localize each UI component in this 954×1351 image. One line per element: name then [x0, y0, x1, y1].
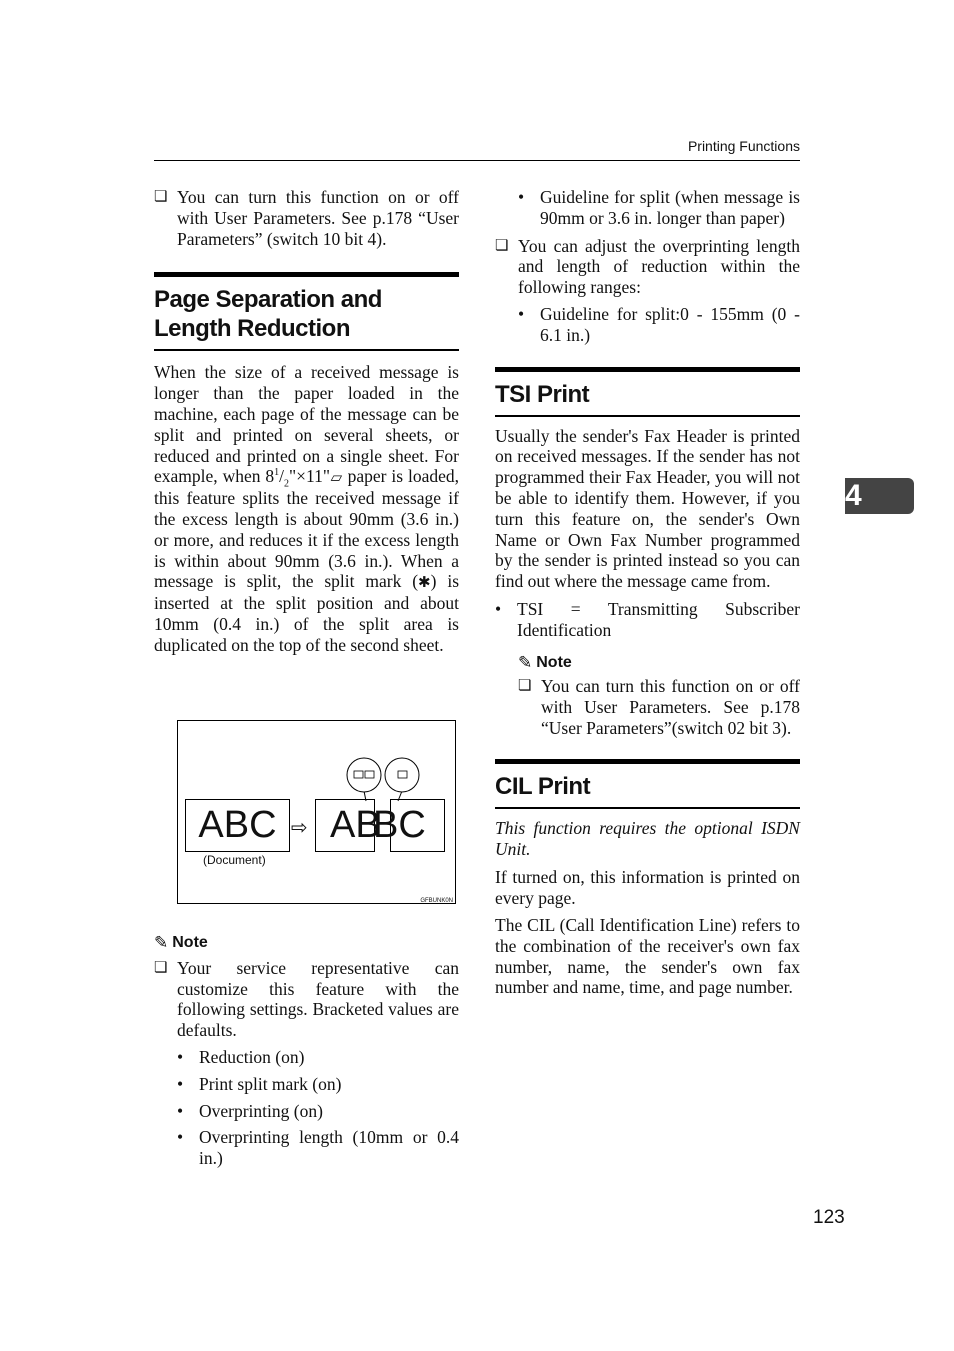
- page-separation-heading: Page Separation and Length Reduction: [154, 286, 382, 343]
- pencil-icon: ✎: [518, 652, 533, 673]
- note-heading: ✎ Note: [518, 652, 572, 673]
- settings-list: [154, 1047, 459, 1169]
- list-item: • Overprinting length (10mm or 0.4 in.): [177, 1127, 459, 1169]
- cil-body-2: The CIL (Call Identification Line) refers to the combination of the receiver's own fax number, name, the sender's own fax number and name, time, and page number.: [495, 914, 800, 998]
- tsi-definition: • TSI = Transmitting Subscriber Identification: [495, 599, 800, 641]
- header-section-title: Printing Functions: [687, 138, 800, 154]
- intro-note: ❏ You can turn this function on or off with User Parameters. See p.178 “User Parameters” (switch 10 bit 4).: [154, 187, 459, 249]
- left-column-note: [154, 933, 459, 1169]
- list-item: • Overprinting (on): [177, 1101, 459, 1122]
- left-column-top: [154, 187, 459, 656]
- document-sheet: ABC: [185, 799, 290, 852]
- tsi-print-heading: TSI Print: [495, 380, 590, 408]
- list-item: • Print split mark (on): [177, 1074, 459, 1095]
- section-heading-bar: [495, 367, 800, 417]
- right-column: [495, 187, 800, 998]
- figure-code: GFBUNK0N: [420, 898, 453, 904]
- cil-body-1: If turned on, this information is printed on every page.: [495, 867, 800, 909]
- split-sheet-2: BC: [390, 799, 445, 852]
- list-item: • Guideline for split:0 - 155mm (0 - 6.1 in.): [518, 304, 800, 346]
- pencil-icon: ✎: [154, 933, 169, 953]
- customize-note: ❏ Your service representative can customize this feature with the following settings. Bracketed values are defaults.: [154, 958, 459, 1041]
- page-number: 123: [813, 1207, 845, 1228]
- page-separation-body: When the size of a received message is longer than the paper loaded in the machine, each page of the message can be split and printed on several sheets, or reduced and printed on a single sheet. For example, when $8^1/_2"\times 11"▱$ paper is loaded, this feature splits the received message if the excess length is about 90mm (3.6 in.) or more, and reduces it if the excess length is within about 90mm (3.6 in.). When a message is split, the split mark (✱) is inserted at the split position and about 10mm (0.4 in.) of the split area is duplicated on the top of the second sheet.: [154, 362, 459, 655]
- tsi-note: ❏ You can turn this function on or off with User Parameters. See p.178 “User Parameters”(switch 02 bit 3).: [518, 676, 800, 738]
- figure-caption: (Document): [203, 853, 266, 867]
- tsi-note-block: [495, 653, 800, 739]
- running-header: [154, 138, 800, 161]
- list-item: • Guideline for split (when message is 90mm or 3.6 in. longer than paper): [518, 187, 800, 229]
- magnifier-callouts: [178, 721, 455, 903]
- tsi-print-body: Usually the sender's Fax Header is printed on received messages. If the sender has not programmed their Fax Header, you will not be able to identify them. However, if you turn this feature on, the sender's Own Name or Own Fax Number programmed by the sender is printed instead so you can find out where the message came from.: [495, 425, 800, 592]
- chapter-number: 4: [845, 479, 862, 512]
- split-illustration: [177, 720, 456, 904]
- split-mark-icon: ✱: [418, 573, 431, 592]
- note-heading: ✎ Note: [154, 933, 208, 953]
- arrow-right-icon: ⇨: [291, 815, 308, 839]
- cil-requirement: This function requires the optional ISDN Unit.: [495, 817, 800, 859]
- chapter-tab: [845, 478, 914, 514]
- paper-orientation-icon: ▱: [330, 468, 343, 487]
- split-sheet-1: AB: [315, 799, 375, 852]
- section-heading-bar: [495, 759, 800, 809]
- section-heading-bar: [154, 272, 459, 351]
- cil-print-heading: CIL Print: [495, 772, 591, 800]
- adjust-note: ❏ You can adjust the overprinting length and length of reduction within the following ranges:: [495, 236, 800, 298]
- list-item: • Reduction (on): [177, 1047, 459, 1068]
